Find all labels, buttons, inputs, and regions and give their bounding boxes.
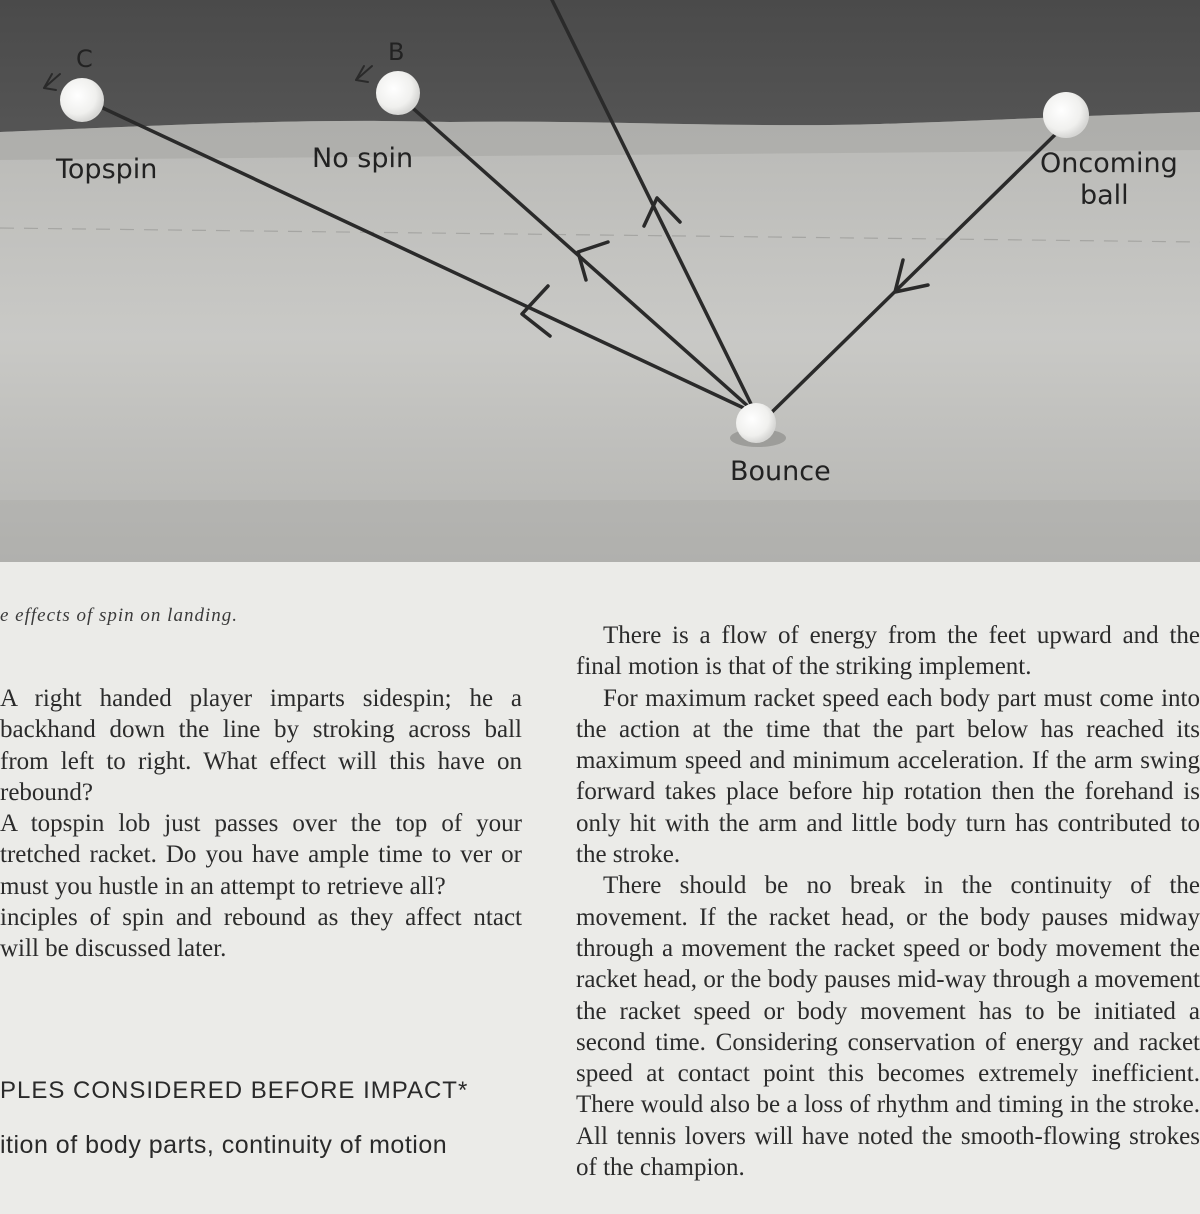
left-column xyxy=(0,683,522,965)
topspin-ball xyxy=(60,78,104,122)
bounce-label: Bounce xyxy=(730,456,831,487)
left-paragraph-2: A topspin lob just passes over the top of your tretched racket. Do you have ample time to ver or must you hustle in an attempt to retrieve all? xyxy=(0,810,522,900)
oncoming-ball xyxy=(1043,92,1089,138)
left-paragraph-3: inciples of spin and rebound as they affect ntact will be discussed later. xyxy=(0,904,522,963)
court-bottom-shadow xyxy=(0,500,1200,562)
no-spin-label: No spin xyxy=(312,143,414,174)
figure-caption: e effects of spin on landing. xyxy=(0,605,238,626)
topspin-label: Topspin xyxy=(56,154,158,185)
right-paragraph-3: There should be no break in the continuity of the movement. If the racket head, or the body pauses midway through a movement the racket speed or body movement the racket head, or the body pauses mid-way through a movement the racket speed or body movement has to be initiated a second time. Considering conservation of energy and racket speed at contact point this becomes extremely inefficient. There would also be a loss of rhythm and timing in the stroke. All tennis lovers will have noted the smooth-flowing strokes of the champion. xyxy=(576,872,1200,1182)
no-spin-ball xyxy=(376,71,420,115)
bounce-ball xyxy=(736,403,776,443)
oncoming-label: Oncoming xyxy=(1040,148,1178,179)
section-heading: PLES CONSIDERED BEFORE IMPACT* xyxy=(0,1077,469,1104)
right-paragraph-1: There is a flow of energy from the feet upward and the final motion is that of the striking implement. xyxy=(576,622,1200,681)
right-paragraph-2: For maximum racket speed each body part must come into the action at the time that the part below has reached its maximum speed and minimum acceleration. If the arm swing forward takes place before hip rotation then the forehand is only hit with the arm and little body turn has contributed to the stroke. xyxy=(576,684,1200,869)
spin-rebound-photo xyxy=(0,0,1200,562)
marker-b-label: B xyxy=(388,38,405,66)
sub-heading: ition of body parts, continuity of motion xyxy=(0,1131,448,1159)
right-column xyxy=(576,620,1200,1183)
marker-c-label: C xyxy=(76,45,93,73)
left-paragraph-1: A right handed player imparts sidespin; he a backhand down the line by stroking across ball from left to right. What effect will this have on rebound? xyxy=(0,685,522,806)
oncoming-ball-label: ball xyxy=(1080,180,1129,211)
court-surface xyxy=(0,112,1200,562)
